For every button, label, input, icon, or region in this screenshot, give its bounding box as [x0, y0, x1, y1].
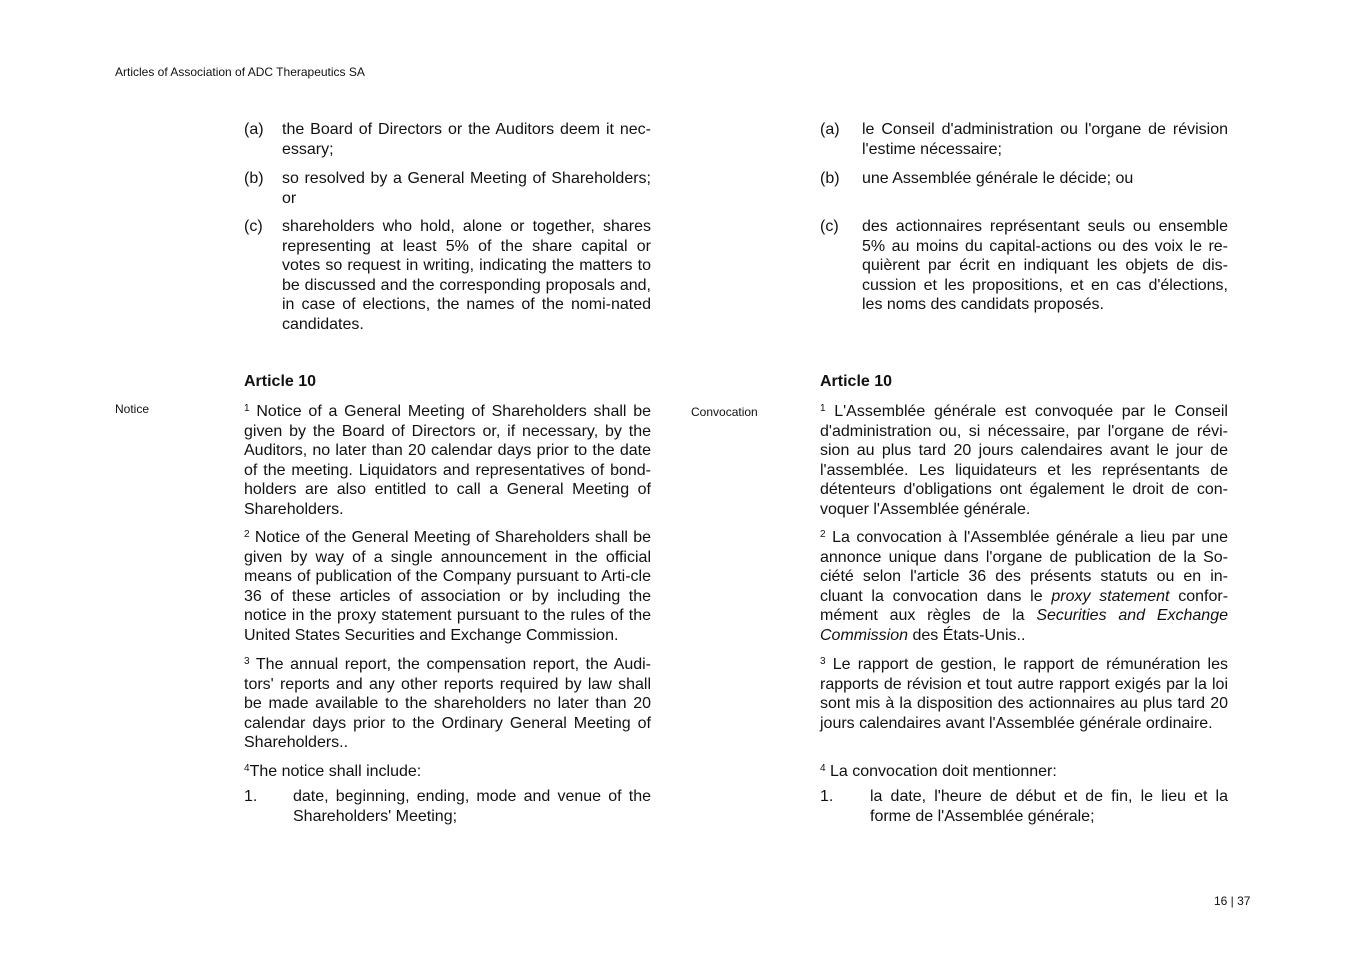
paragraph [244, 402, 651, 519]
list-marker: (c) [820, 218, 839, 235]
list-item [820, 787, 1228, 827]
list-text: the Board of Directors or the Auditors deem it nec-essary; [282, 121, 651, 158]
page-number: 16 | 37 [1214, 894, 1251, 908]
paragraph-number: 4 [820, 763, 826, 774]
margin-label: Notice [115, 402, 150, 416]
paragraph-text: Le rapport de gestion, le rapport de rémunération les rapports de révision et tout autre rapport exigés par la loi sont mis à la disposition des actionnaires au plus tard 20 jours calendaires avant l'Assemblée générale ordinaire. [820, 656, 1229, 732]
paragraph-number: 2 [244, 529, 250, 540]
paragraph-number: 2 [820, 529, 826, 540]
list-text: date, beginning, ending, mode and venue of the Shareholders' Meeting; [293, 788, 651, 825]
paragraph-text: Notice of a General Meeting of Shareholders shall be given by the Board of Directors or, if necessary, by the Auditors, no later than 20 calendar days prior to the date of the meeting. Liquidators and representatives of bond-holders are also entitled to call a General Meeting of Shareholders. [244, 403, 652, 518]
list-text: le Conseil d'administration ou l'organe de révision l'estime nécessaire; [862, 121, 1228, 158]
list-marker: (a) [820, 121, 840, 138]
paragraph [820, 402, 1228, 519]
document-header: Articles of Association of ADC Therapeutics SA [115, 65, 365, 79]
paragraph-number: 3 [244, 656, 250, 667]
paragraph-number: 1 [820, 403, 826, 414]
paragraph [820, 528, 1228, 645]
paragraph [820, 655, 1228, 733]
article-heading: Article 10 [820, 373, 893, 390]
paragraph [820, 762, 1228, 782]
list-item [244, 787, 651, 827]
paragraph-number: 4 [244, 763, 250, 774]
paragraph-number: 3 [820, 656, 826, 667]
list-item [244, 169, 651, 209]
list-marker: (a) [244, 121, 264, 138]
list-item [820, 217, 1228, 317]
paragraph [244, 528, 651, 645]
list-item [244, 217, 651, 337]
paragraph [244, 655, 651, 753]
paragraph-text: The annual report, the compensation report, the Audi-tors' reports and any other reports required by law shall be made available to the shareholders no later than 20 calendar days prior to the Ordinary General Meeting of Shareholders.. [244, 656, 651, 751]
list-marker: (c) [244, 218, 263, 235]
list-text: une Assemblée générale le décide; ou [862, 170, 1134, 187]
paragraph-text-italic: Securities and Exchange Commission [820, 607, 1228, 644]
list-item [820, 120, 1228, 160]
paragraph-text: La convocation à l'Assemblée générale a lieu par une annonce unique dans l'organe de publication de la So-ciété selon l'article 36 des présents statuts ou en in-cluant la convocation dans le [820, 529, 1228, 605]
list-text: la date, l'heure de début et de fin, le lieu et la forme de l'Assemblée générale; [870, 788, 1228, 825]
margin-label: Convocation [691, 405, 758, 419]
paragraph-text: confor-mément aux règles de la [820, 587, 1229, 624]
paragraph [244, 762, 651, 782]
list-marker: 1. [244, 788, 258, 805]
list-item [820, 169, 1228, 189]
paragraph-text: The notice shall include: [249, 763, 422, 780]
article-heading: Article 10 [244, 373, 317, 390]
paragraph-text: Notice of the General Meeting of Shareholders shall be given by way of a single announcement in the official means of publication of the Company pursuant to Arti-cle 36 of these articles of association or by including the notice in the proxy statement pursuant to the rules of the United States Securities and Exchange Commission. [244, 529, 652, 644]
list-item [244, 120, 651, 160]
paragraph-text: La convocation doit mentionner: [830, 763, 1057, 780]
paragraph-text-italic: proxy statement [1051, 587, 1170, 605]
list-marker: (b) [820, 170, 840, 187]
paragraph-text: L'Assemblée générale est convoquée par le Conseil d'administration ou, si nécessaire, par l'organe de révi-sion au plus tard 20 jours calendaires avant le jour de l'assemblée. Les liquidateurs et les représentants de détenteurs d'obligations ont également le droit de con-voquer l'Assemblée générale. [820, 403, 1228, 518]
paragraph-text: des États-Unis.. [912, 626, 1026, 644]
paragraph-number: 1 [244, 403, 250, 414]
list-marker: 1. [820, 788, 834, 805]
list-text: shareholders who hold, alone or together, shares representing at least 5% of the share capital or votes so request in writing, indicating the matters to be discussed and the corresponding proposals and, in case of elections, the names of the nomi-nated candidates. [282, 218, 651, 333]
list-text: so resolved by a General Meeting of Shareholders; or [282, 170, 651, 207]
list-marker: (b) [244, 170, 264, 187]
list-text: des actionnaires représentant seuls ou ensemble 5% au moins du capital-actions ou des voix le re-quièrent par écrit en indiquant les objets de dis-cussion et les propositions, et en cas d'élections, les noms des candidats proposés. [862, 218, 1228, 313]
